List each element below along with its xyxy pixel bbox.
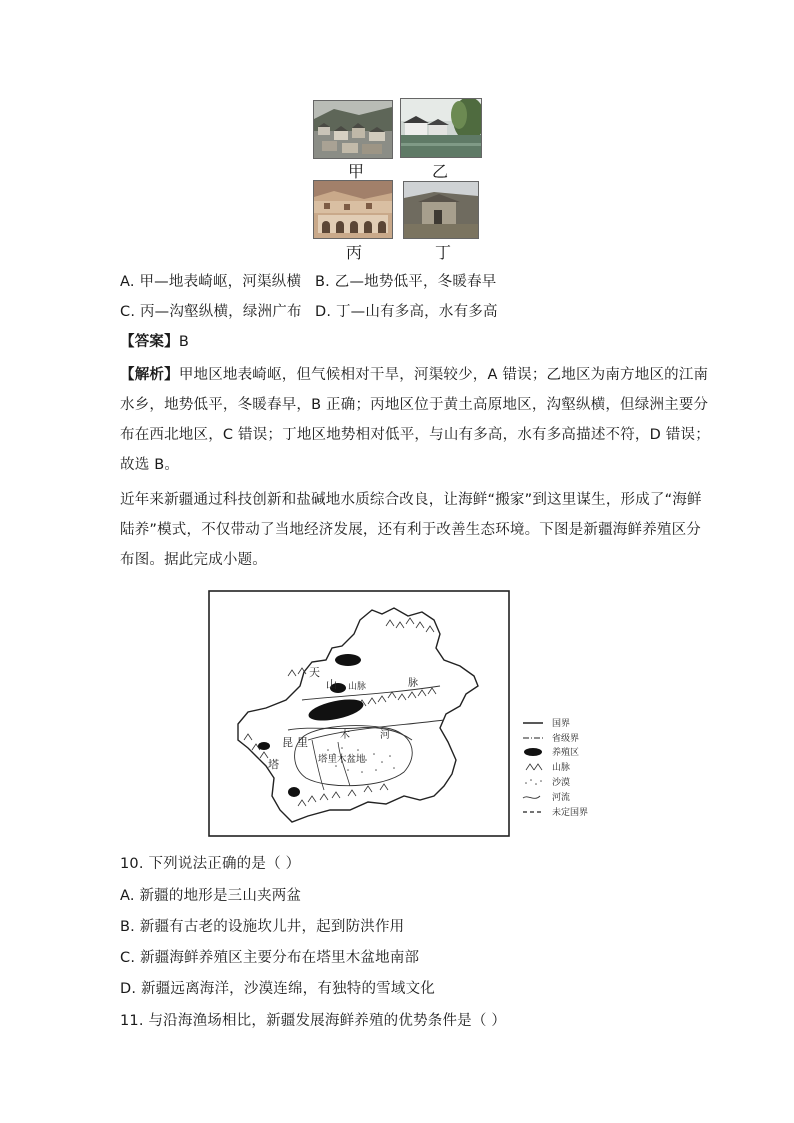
- map-label-kun: 昆: [282, 736, 293, 749]
- q11-stem: 11. 与沿海渔场相比，新疆发展海鲜养殖的优势条件是（ ）: [120, 1013, 507, 1029]
- intro-line-1: 近年来新疆通过科技创新和盐碱地水质综合改良，让海鲜“搬家”到这里谋生，形成了“海鲜: [120, 492, 702, 508]
- legend-label-5: 沙漠: [552, 778, 571, 788]
- legend-label-2: 省级界: [552, 734, 580, 744]
- analysis-line-3: 布在西北地区，C 错误；丁地区地势相对低平，与山有多高，水有多高描述不符，D 错误；: [120, 427, 710, 443]
- analysis-label: 【解析】: [120, 367, 179, 383]
- photo-ding-label: 丁: [435, 243, 452, 262]
- legend-icon-river: [523, 796, 540, 798]
- answer-row: [120, 330, 189, 351]
- map-label-li: 里: [297, 736, 308, 749]
- map-label-basin: 塔里木盆地: [318, 754, 366, 765]
- legend-icon-mountain: [526, 764, 542, 770]
- q9-option-a: A. 甲—地表崎岖，河渠纵横: [120, 274, 302, 290]
- photo-bing-label: 丙: [346, 243, 363, 262]
- answer-label: 【答案】: [120, 334, 179, 350]
- map-label-mai: 脉: [408, 678, 418, 689]
- photo-ding: [403, 181, 479, 239]
- analysis-line-2: 水乡，地势低平，冬暖春早，B 正确；丙地区位于黄土高原地区，沟壑纵横，但绿洲主要分: [120, 397, 709, 413]
- legend-label-3: 养殖区: [552, 748, 580, 758]
- map-label-ta: 塔: [268, 758, 279, 771]
- photo-jia: [313, 100, 393, 159]
- photo-bing: [313, 180, 393, 239]
- legend-label-7: 未定国界: [552, 808, 589, 818]
- q10-option-a: A. 新疆的地形是三山夹两盆: [120, 888, 302, 904]
- q10-stem: 10. 下列说法正确的是（ ）: [120, 856, 301, 872]
- intro-line-2: 陆养”模式，不仅带动了当地经济发展，还有利于改善生态环境。下图是新疆海鲜养殖区分: [120, 522, 702, 538]
- map-label-tian: 天: [309, 666, 320, 679]
- map-label-mu: 木: [340, 730, 350, 741]
- q9-option-d: D. 丁—山有多高，水有多高: [315, 304, 498, 320]
- answer-value: B: [178, 334, 189, 350]
- legend-icon-desert: [525, 779, 542, 785]
- map-label-he: 河: [380, 730, 390, 741]
- legend-label-4: 山脉: [552, 763, 571, 773]
- photo-yi-label: 乙: [432, 162, 449, 181]
- intro-line-3: 布图。据此完成小题。: [120, 552, 267, 568]
- q10-option-b: B. 新疆有古老的设施坎儿井，起到防洪作用: [120, 919, 405, 935]
- map-label-tianshan-mid: 山脉: [348, 682, 367, 692]
- q10-option-c: C. 新疆海鲜养殖区主要分布在塔里木盆地南部: [120, 950, 420, 966]
- xinjiang-aquaculture-map: [208, 590, 618, 838]
- analysis-line-4: 故选 B。: [120, 457, 180, 473]
- q9-option-c: C. 丙—沟壑纵横，绿洲广布: [120, 304, 302, 320]
- map-label-shan: 山: [326, 678, 337, 691]
- legend-icon-ellipse: [524, 748, 542, 756]
- legend-label-6: 河流: [552, 793, 571, 803]
- photo-jia-label: 甲: [348, 162, 365, 181]
- analysis-line-1: 【解析】甲地区地表崎岖，但气候相对干旱，河渠较少，A 错误；乙地区为南方地区的江南: [120, 367, 709, 383]
- q10-option-d: D. 新疆远离海洋，沙漠连绵，有独特的雪域文化: [120, 981, 435, 997]
- legend-label-1: 国界: [552, 719, 571, 729]
- map-legend: [523, 718, 588, 818]
- q9-option-b: B. 乙—地势低平，冬暖春早: [315, 274, 497, 290]
- photo-yi: [400, 98, 482, 158]
